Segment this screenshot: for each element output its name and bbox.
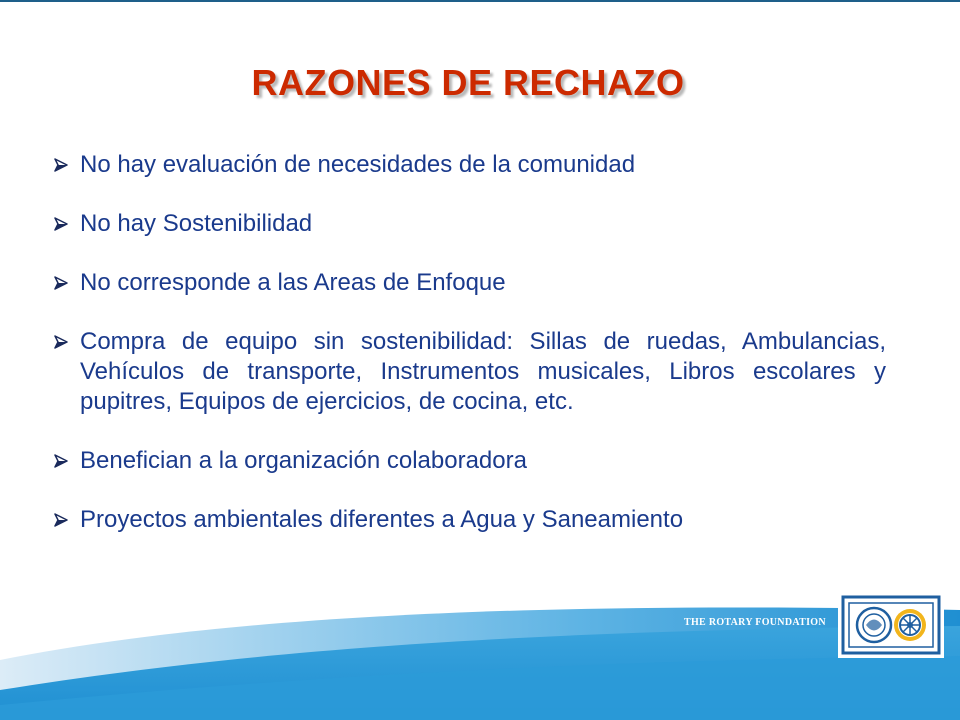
bullet-text: No hay Sostenibilidad xyxy=(80,210,313,237)
bullet-item xyxy=(52,268,886,298)
arrow-bullet-icon xyxy=(54,158,68,172)
arrow-bullet-icon xyxy=(54,454,68,468)
bullet-item xyxy=(52,150,886,180)
bullet-text: No corresponde a las Areas de Enfoque xyxy=(80,269,506,296)
slide-title: RAZONES DE RECHAZO xyxy=(251,62,685,103)
arrow-bullet-icon xyxy=(54,217,68,231)
bullet-list xyxy=(52,150,886,564)
arrow-bullet-icon xyxy=(54,513,68,527)
top-divider xyxy=(0,0,960,2)
bullet-text: Proyectos ambientales diferentes a Agua y Saneamiento xyxy=(80,506,684,533)
arrow-bullet-icon xyxy=(54,276,68,290)
bullet-text: No hay evaluación de necesidades de la comunidad xyxy=(80,151,636,178)
bullet-item xyxy=(52,446,886,476)
arrow-bullet-icon xyxy=(54,335,68,349)
bullet-item xyxy=(52,209,886,239)
foundation-name: THE ROTARY FOUNDATION xyxy=(684,617,826,628)
bullet-item xyxy=(52,505,886,535)
bullet-item xyxy=(52,327,886,417)
bullet-text: Benefician a la organización colaboradora xyxy=(80,447,527,474)
rotary-foundation-logo-icon xyxy=(840,594,942,656)
rotary-logo xyxy=(838,592,944,658)
rotary-wheel-icon xyxy=(894,609,926,641)
footer-wave xyxy=(0,580,960,720)
bullet-text: Compra de equipo sin sostenibilidad: Sillas de ruedas, Ambulancias, Vehículos de transporte, Instrumentos musicales, Libros escolares y pupitres, Equipos de ejercicios, de cocina, etc. xyxy=(80,328,886,415)
